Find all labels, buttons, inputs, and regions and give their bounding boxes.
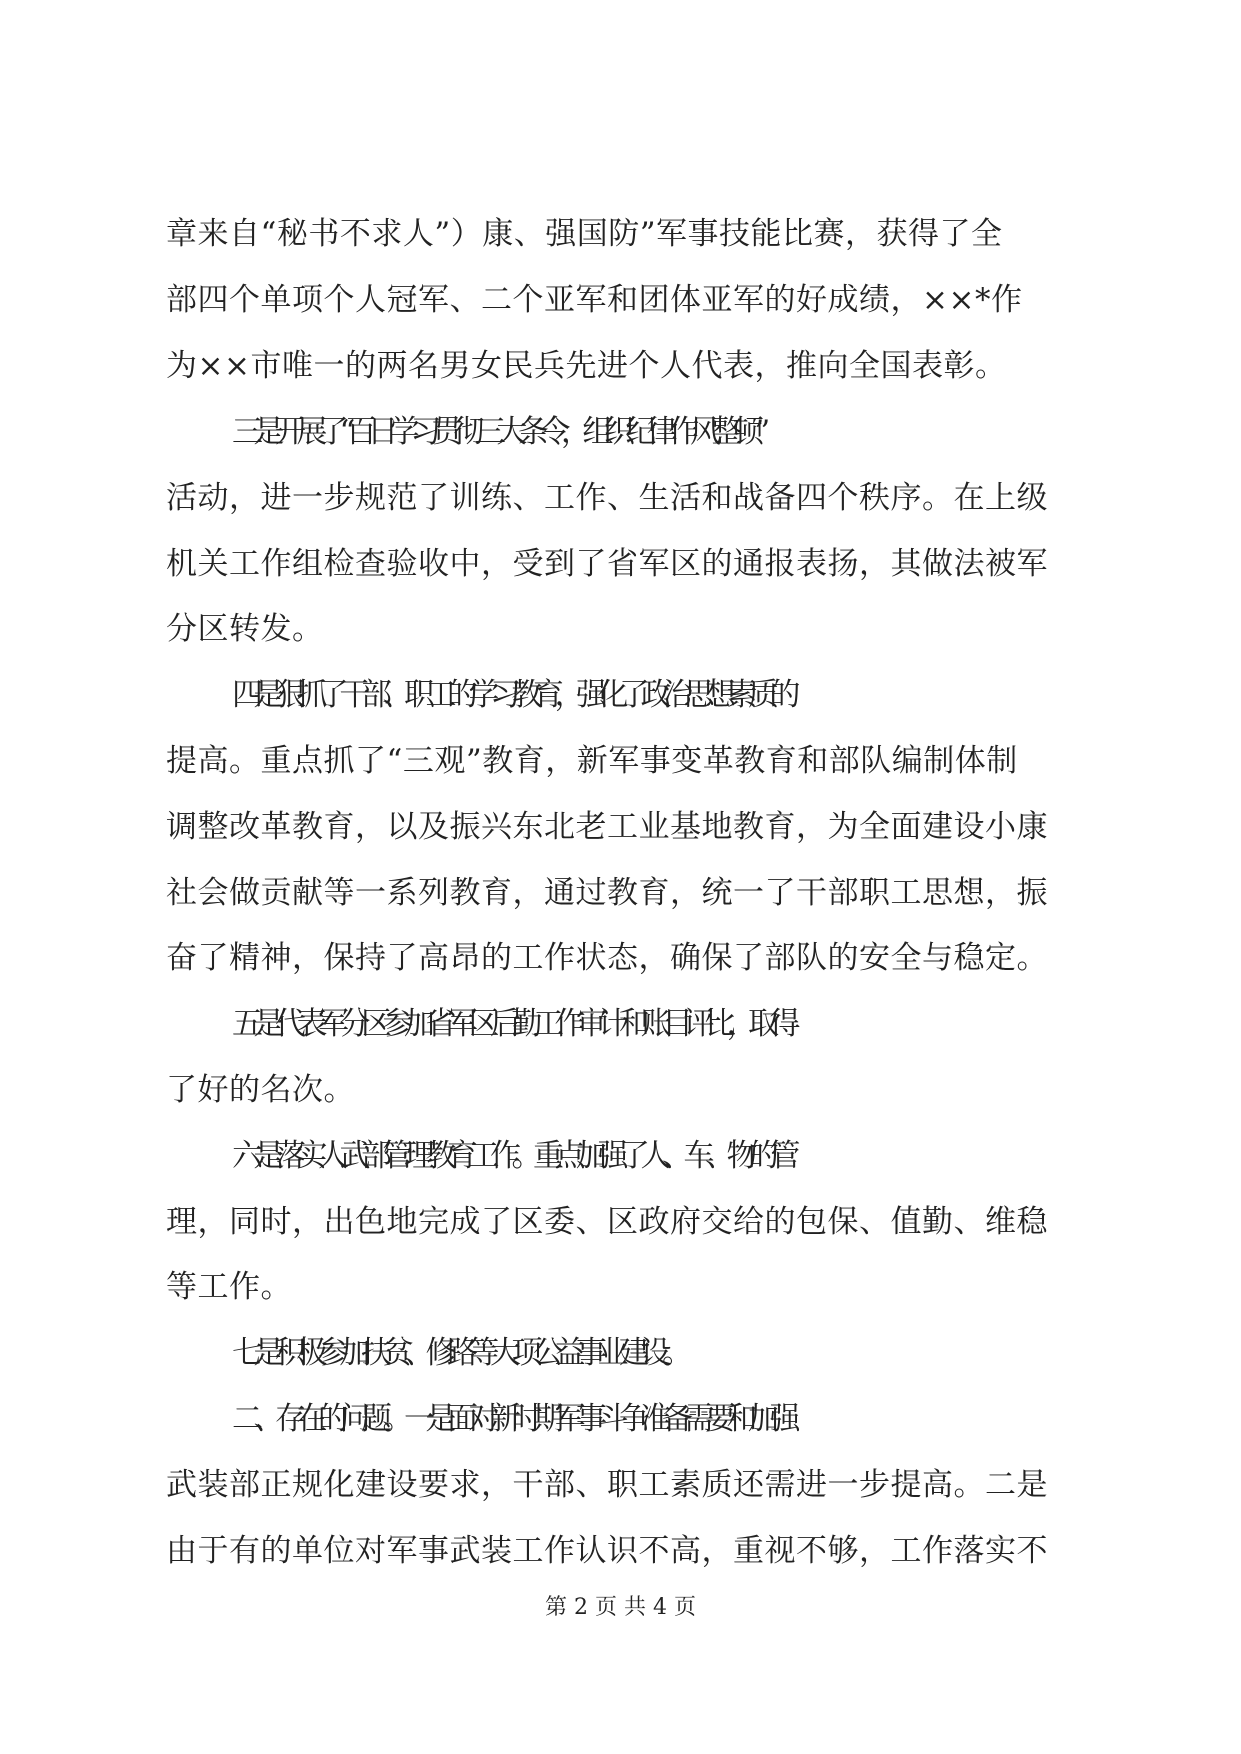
body-text-line: 武装部正规化建设要求，干部、职工素质还需进一步提高。二是	[166, 1467, 1048, 1503]
body-text-line: 理，同时，出色地完成了区委、区政府交给的包保、值勤、维稳	[166, 1204, 1048, 1240]
paragraph-first-line: 五是代表军分区参加省军区后勤工作审计和账目评比，取得	[232, 1006, 791, 1042]
body-text-line: 活动，进一步规范了训练、工作、生活和战备四个秩序。在上级	[166, 480, 1048, 516]
body-text-line: 分区转发。	[166, 611, 324, 647]
body-text-line: 为××市唯一的两名男女民兵先进个人代表，推向全国表彰。	[166, 348, 1007, 384]
paragraph-first-line: 三是开展了“百日学习贯彻三大条令，组织纪律作风整顿”	[232, 414, 761, 450]
body-text-line: 提高。重点抓了“三观”教育，新军事变革教育和部队编制体制	[166, 743, 1018, 779]
body-text-line: 奋了精神，保持了高昂的工作状态，确保了部队的安全与稳定。	[166, 940, 1048, 976]
paragraph-first-line: 二、存在的问题。一是面对新时期军事斗争准备需要和加强	[232, 1401, 791, 1437]
paragraph-first-line: 四是狠抓了干部、职工的学习教育，强化了政治思想素质的	[232, 677, 791, 713]
body-text-line: 部四个单项个人冠军、二个亚军和团体亚军的好成绩，××*作	[166, 282, 1023, 318]
page-number-footer: 第 2 页 共 4 页	[545, 1595, 696, 1620]
body-text-line: 调整改革教育，以及振兴东北老工业基地教育，为全面建设小康	[166, 809, 1048, 845]
body-text-line: 机关工作组检查验收中，受到了省军区的通报表扬，其做法被军	[166, 546, 1048, 582]
paragraph-first-line: 七是积极参加扶贫、修路等大项公益事业建设。	[232, 1335, 684, 1371]
body-text-line: 社会做贡献等一系列教育，通过教育，统一了干部职工思想，振	[166, 875, 1048, 911]
paragraph-first-line: 六是落实人武部管理教育工作。重点加强了人、车、物的管	[232, 1138, 791, 1174]
body-text-line: 等工作。	[166, 1269, 292, 1305]
body-text-line: 章来自“秘书不求人”）康、强国防”军事技能比赛，获得了全	[166, 216, 1003, 252]
body-text-line: 由于有的单位对军事武装工作认识不高，重视不够，工作落实不	[166, 1533, 1048, 1569]
body-text-line: 了好的名次。	[166, 1072, 355, 1108]
